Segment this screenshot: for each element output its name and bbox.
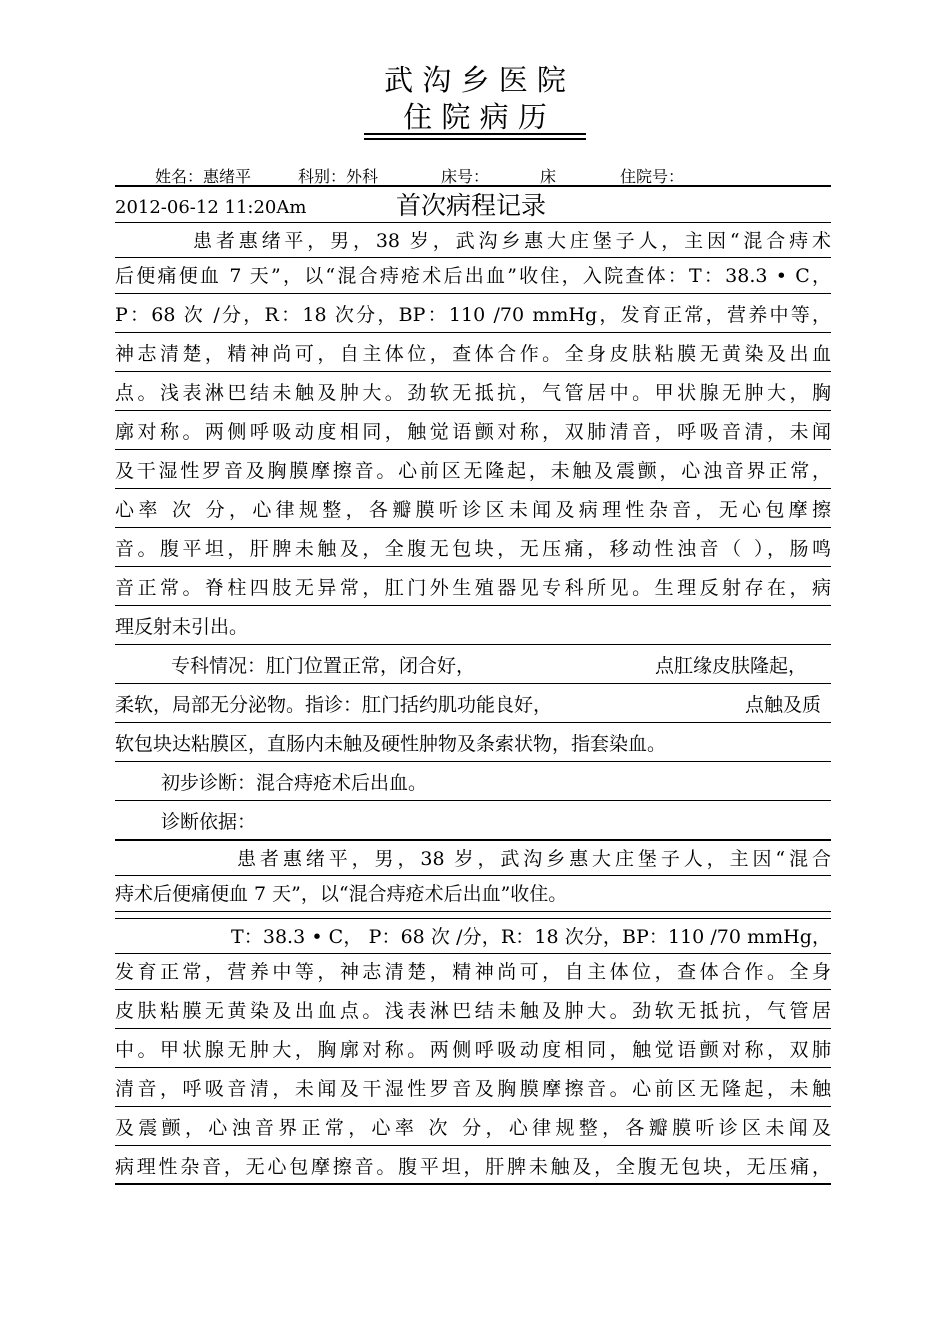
specialty-line (115, 648, 831, 684)
record-type-title: 住 院 病 历 (403, 100, 547, 134)
title-underline-top (364, 133, 586, 135)
narrative-line (115, 453, 831, 489)
diagnosis-basis-label: 诊断依据： (161, 811, 257, 833)
patient-name: 姓名：惠绪平 (155, 167, 252, 186)
exam-text: 皮肤粘膜无黄染及出血点。浅表淋巴结未触及肿大。劲软无抵抗，气管居 (115, 1000, 831, 1022)
specialty-line (115, 726, 831, 762)
narrative-text: 点。浅表淋巴结未触及肿大。劲软无抵抗，气管居中。甲状腺无肿大，胸 (115, 382, 831, 404)
preliminary-diagnosis: 初步诊断：混合痔疮术后出血。 (161, 772, 428, 794)
narrative-text: P：68 次 /分，R：18 次分，BP：110 /70 mmHg，发育正常，营养中等， (115, 304, 831, 326)
narrative-line (115, 258, 831, 294)
exam-text: 中。甲状腺无肿大，胸廓对称。两侧呼吸动度相同，触觉语颤对称，双肺 (115, 1039, 831, 1061)
exam-line (115, 1032, 831, 1068)
basis-text: 患者惠绪平，男，38 岁，武沟乡惠大庄堡子人，主因“混合 (237, 848, 831, 870)
exam-text: T：38.3 • C， P：68 次 /分，R：18 次分，BP：110 /70 mmHg， (231, 926, 831, 948)
narrative-text: 音。腹平坦，肝脾未触及，全腹无包块，无压痛，移动性浊音（ ），肠鸣 (115, 538, 831, 560)
exam-line (115, 993, 831, 1029)
admission-number-label: 住院号： (620, 167, 685, 186)
title-underline-bottom (364, 138, 586, 140)
exam-line (115, 1110, 831, 1146)
preliminary-diagnosis-line (115, 765, 831, 801)
section-title: 首次病程记录 (396, 191, 547, 220)
narrative-line (115, 414, 831, 450)
exam-line (115, 954, 831, 990)
specialty-text: 点触及质 (745, 694, 822, 716)
narrative-line (115, 375, 831, 411)
narrative-line (115, 492, 831, 528)
exam-text: 清音，呼吸音清，未闻及干湿性罗音及胸膜摩擦音。心前区无隆起，未触 (115, 1078, 831, 1100)
specialty-text: 软包块达粘膜区，直肠内未触及硬性肿物及条索状物，指套染血。 (115, 733, 667, 755)
specialty-text: 点肛缘皮肤隆起， (655, 655, 808, 677)
specialty-line (115, 687, 831, 723)
exam-text: 发育正常，营养中等，神志清楚，精神尚可，自主体位，查体合作。全身 (115, 961, 831, 983)
specialty-text: 柔软，局部无分泌物。指诊：肛门括约肌功能良好， (115, 694, 553, 716)
exam-text: 及震颤，心浊音界正常，心率 次 分，心律规整，各瓣膜听诊区未闻及 (115, 1117, 831, 1139)
narrative-line (115, 531, 831, 567)
basis-line (115, 876, 831, 912)
record-datetime: 2012-06-12 11:20Am (115, 197, 307, 218)
narrative-text: 患者惠绪平，男，38 岁，武沟乡惠大庄堡子人，主因“混合痔术 (193, 230, 831, 252)
narrative-text: 及干湿性罗音及胸膜摩擦音。心前区无隆起，未触及震颤，心浊音界正常， (115, 460, 831, 482)
narrative-line (115, 222, 831, 258)
narrative-line (115, 609, 831, 645)
hospital-name: 武 沟 乡 医 院 (384, 63, 566, 97)
narrative-text: 后便痛便血 7 天”，以“混合痔疮术后出血”收住，入院查体：T：38.3 • C， (115, 265, 831, 287)
exam-line (115, 1071, 831, 1107)
narrative-line (115, 297, 831, 333)
exam-text: 病理性杂音，无心包摩擦音。腹平坦，肝脾未触及，全腹无包块，无压痛， (115, 1156, 831, 1178)
specialty-text: 专科情况：肛门位置正常，闭合好， (171, 655, 476, 677)
narrative-text: 音正常。脊柱四肢无异常，肛门外生殖器见专科所见。生理反射存在，病 (115, 577, 831, 599)
basis-text: 痔术后便痛便血 7 天”，以“混合痔疮术后出血”收住。 (115, 883, 568, 905)
narrative-text: 理反射未引出。 (115, 616, 249, 638)
exam-line (115, 918, 831, 954)
narrative-text: 廓对称。两侧呼吸动度相同，触觉语颤对称，双肺清音，呼吸音清，未闻 (115, 421, 831, 443)
bed-number-label: 床号： (441, 167, 490, 186)
department: 科别：外科 (298, 167, 379, 186)
narrative-line (115, 570, 831, 606)
diagnosis-basis-line (115, 804, 831, 840)
narrative-text: 神志清楚，精神尚可，自主体位，查体合作。全身皮肤粘膜无黄染及出血 (115, 343, 831, 365)
narrative-line (115, 336, 831, 372)
exam-line (115, 1149, 831, 1185)
bed-unit: 床 (540, 167, 557, 186)
basis-line (115, 840, 831, 876)
narrative-text: 心率 次 分，心律规整，各瓣膜听诊区未闻及病理性杂音，无心包摩擦 (115, 499, 831, 521)
